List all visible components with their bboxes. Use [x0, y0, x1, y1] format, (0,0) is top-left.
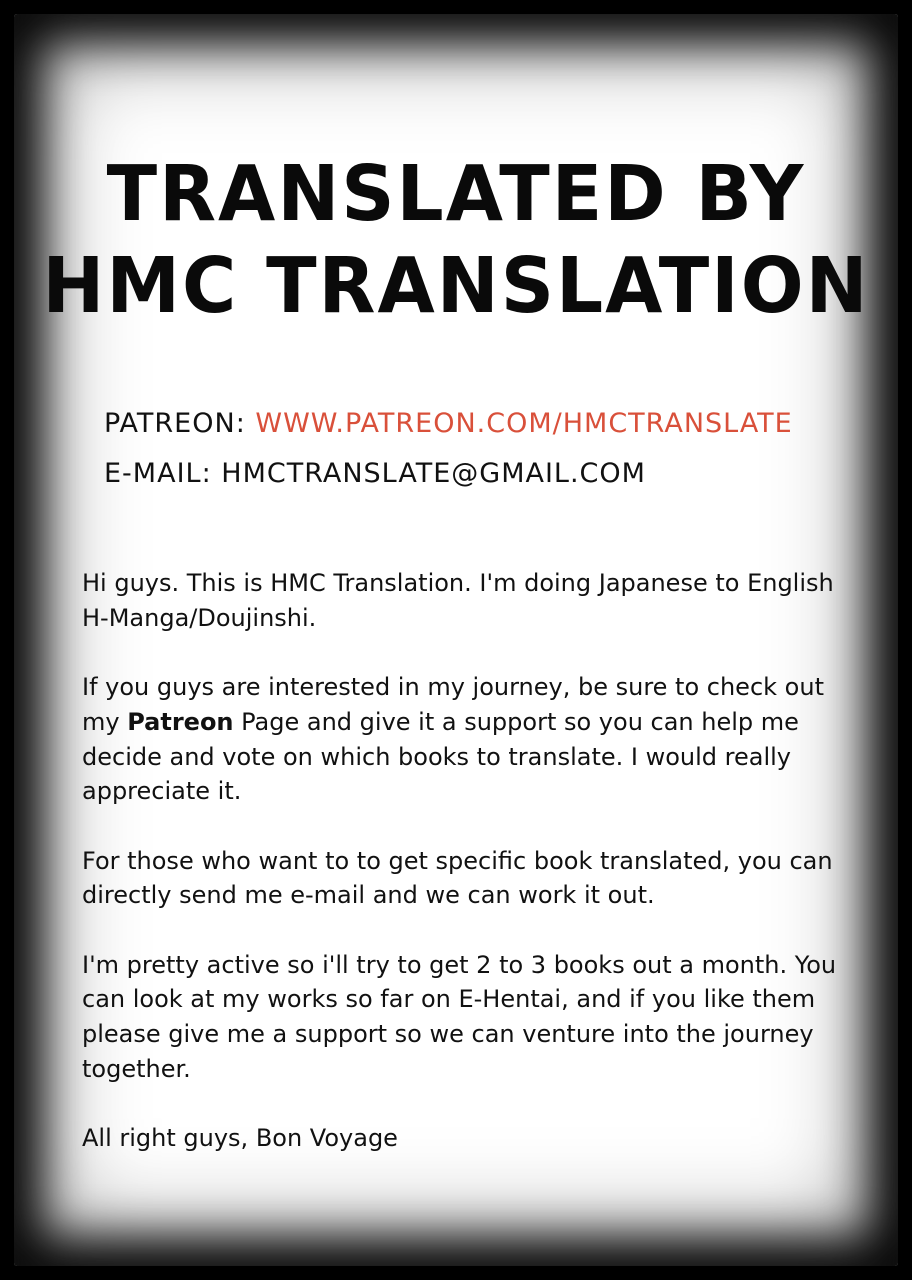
- paragraph-requests: For those who want to to get specific book translated, you can directly send me e-mail and we can work it out.: [82, 846, 833, 910]
- patreon-link[interactable]: WWW.PATREON.COM/HMCTRANSLATE: [255, 408, 793, 439]
- email-label: E-MAIL:: [104, 458, 212, 489]
- patreon-bold-word: Patreon: [127, 707, 234, 736]
- email-contact: [104, 458, 646, 489]
- paragraph-intro: Hi guys. This is HMC Translation. I'm doing Japanese to English H-Manga/Doujinshi.: [82, 569, 834, 632]
- paragraph-signoff: All right guys, Bon Voyage: [82, 1124, 398, 1153]
- paragraph-patreon: [82, 670, 842, 809]
- page-title: [0, 148, 912, 331]
- title-line-1: TRANSLATED BY: [106, 149, 806, 239]
- paragraph-patreon-end: Page and give it a support so you can help me decide and vote on which books to translate. I would really appreciate it.: [82, 707, 799, 806]
- title-line-2: HMC TRANSLATION: [42, 241, 870, 331]
- message-body: [82, 566, 842, 1191]
- paragraph-activity: I'm pretty active so i'll try to get 2 to 3 books out a month. You can look at my works so far on E-Hentai, and if you like them please give me a support so we can venture into the journey together.: [82, 950, 837, 1083]
- paragraph-patreon-start: If you guys are interested in my journey, be sure to check out my: [82, 673, 824, 736]
- email-address[interactable]: HMCTRANSLATE@GMAIL.COM: [221, 458, 646, 489]
- patreon-contact: [104, 408, 793, 439]
- patreon-label: PATREON:: [104, 408, 246, 439]
